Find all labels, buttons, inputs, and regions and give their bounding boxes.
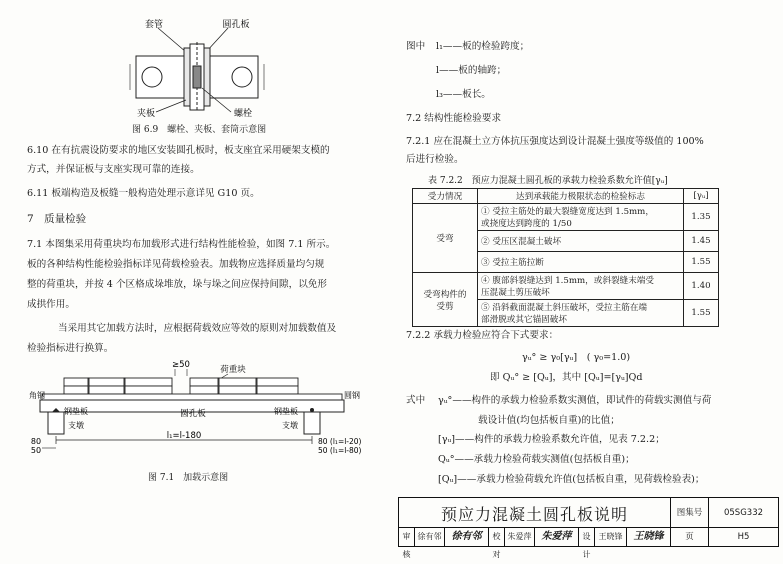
section-7-heading: 7 质量检验 — [27, 213, 87, 225]
label-left-bearing: 支墩 — [68, 421, 84, 430]
fig-where-label: 图中 — [406, 41, 426, 52]
def-l: l——板的轴跨； — [436, 65, 507, 76]
review-label: 审核 — [399, 528, 415, 546]
def-l3: l₃——板长。 — [436, 89, 491, 100]
section-7-2-heading: 7.2 结构性能检验要求 — [406, 113, 502, 124]
paragraph-7-1b-line2: 检验指标进行换算。 — [27, 343, 114, 354]
label-right-dim-a: 80 (l₁=l-20) — [318, 437, 362, 446]
checker-name: 朱爱萍 — [505, 528, 535, 546]
where-label: 式中 — [406, 395, 426, 406]
paragraph-7-1-line3: 整的荷重块，并按 4 个区格成垛堆放，垛与垛之间应保持间隙，以免形 — [27, 279, 328, 290]
check-label: 校对 — [489, 528, 505, 546]
table-cell-mark: ⑤ 沿斜截面混凝土斜压破坏，受拉主筋在端 部滑脱或其它锚固破坏 — [478, 300, 684, 327]
figure-7-1-caption: 图 7.1 加载示意图 — [148, 473, 229, 483]
table-header-mark: 达到承载能力极限状态的检验标志 — [478, 189, 684, 204]
reviewer-name: 徐有邻 — [415, 528, 445, 546]
figure-6-9-diagram — [128, 8, 268, 120]
def-l1: l₁——板的检验跨度； — [436, 41, 530, 52]
table-row — [413, 204, 719, 231]
paragraph-7-1-line2: 板的各种结构性能检验指标详见荷载检验表。加载物应选择质量均匀规 — [27, 259, 325, 270]
page-number: H5 — [737, 532, 750, 542]
checker-signature: 朱爱萍 — [535, 528, 579, 546]
paragraph-7-1b-line1: 当采用其它加载方法时，应根据荷载效应等效的原则对加载数值及 — [58, 323, 337, 334]
label-gap: ≥50 — [172, 360, 190, 370]
table-cell-mark: ③ 受拉主筋拉断 — [478, 252, 684, 273]
case-shear: 受弯构件的 受剪 — [413, 273, 478, 327]
table-header-value: [γᵤ] — [684, 189, 719, 204]
table-cell-mark: ④ 腹部斜裂缝达到 1.5mm，或斜裂缝末端受 压混凝土剪压破坏 — [478, 273, 684, 300]
label-left-pad: 钢垫板 — [64, 407, 88, 416]
label-dim-80: 80 — [30, 437, 42, 446]
atlas-number: 05SG332 — [709, 498, 778, 528]
table-cell-value: 1.55 — [684, 252, 719, 273]
page-label: 页 — [671, 528, 709, 546]
label-load-block: 荷重块 — [220, 365, 246, 375]
bearing-capacity-table — [412, 188, 719, 327]
label-round-steel: 圆钢 — [344, 391, 360, 400]
label-dim-50: 50 — [30, 446, 42, 455]
table-caption: 表 7.2.2 预应力混凝土圆孔板的承载力检验系数允许值[γᵤ] — [428, 176, 668, 186]
label-bolt: 螺栓 — [233, 109, 253, 119]
table-header-case: 受力情况 — [413, 189, 478, 204]
table-row — [413, 273, 719, 300]
def-gamma-u-line1: γᵤ°——构件的承载力检验系数实测值，即试件的荷载实测值与荷 — [438, 395, 712, 406]
paragraph-6-10-line1: 6.10 在有抗震设防要求的地区安装圆孔板时，板支座宜采用硬架支模的 — [27, 145, 330, 156]
paragraph-7-1-line1: 7.1 本图集采用荷重块均布加载形式进行结构性能检验，如图 7.1 所示。 — [27, 239, 336, 250]
def-qu-allowed: [Qᵤ]——承载力检验荷载允许值(包括板自重，见荷载检验表)； — [438, 474, 705, 485]
label-angle-steel: 角钢 — [29, 391, 45, 400]
label-sleeve: 套管 — [144, 20, 164, 30]
case-bending: 受弯 — [413, 204, 478, 273]
drawing-title: 预应力混凝土圆孔板说明 — [440, 505, 628, 524]
table-cell-value: 1.40 — [684, 273, 719, 300]
figure-6-9-caption: 图 6.9 螺栓、夹板、套筒示意图 — [132, 125, 267, 135]
paragraph-6-11: 6.11 板端构造及板缝一般构造处理示意详见 G10 页。 — [27, 188, 260, 199]
formula-2: 即 Qᵤ° ≥ [Qᵤ]，其中 [Qᵤ]=[γᵤ]Qd — [490, 372, 643, 383]
paragraph-7-2-1-line2: 后进行检验。 — [406, 154, 464, 165]
reviewer-signature: 徐有邻 — [445, 528, 489, 546]
label-span: l₁=l-180 — [166, 431, 202, 441]
paragraph-6-10-line2: 方式，并保证板与支座实现可靠的连接。 — [27, 164, 200, 175]
def-gamma-u-allowed: [γᵤ]——构件的承载力检验系数允许值，见表 7.2.2； — [438, 434, 665, 445]
label-right-dim-b: 50 (l₁=l-80) — [318, 446, 362, 455]
design-label: 设计 — [579, 528, 595, 546]
formula-1: γᵤ° ≥ γ₀[γᵤ] ( γ₀=1.0) — [522, 352, 631, 363]
table-cell-value: 1.45 — [684, 231, 719, 252]
def-qu-measured: Qᵤ°——承载力检验荷载实测值(包括板自重)； — [438, 454, 635, 465]
title-block — [398, 497, 779, 559]
label-clip: 夹板 — [136, 109, 156, 119]
paragraph-7-1-line4: 成拱作用。 — [27, 299, 75, 310]
figure-7-1-diagram — [28, 358, 368, 458]
label-right-pad: 钢垫板 — [274, 407, 298, 416]
table-cell-value: 1.55 — [684, 300, 719, 327]
table-cell-mark: ② 受压区混凝土破坏 — [478, 231, 684, 252]
table-cell-value: 1.35 — [684, 204, 719, 231]
paragraph-7-2-2: 7.2.2 承载力检验应符合下式要求： — [406, 330, 559, 341]
label-slab: 圆孔板 — [222, 20, 250, 30]
def-gamma-u-line2: 载设计值(均包括板自重)的比值； — [478, 415, 620, 426]
paragraph-7-2-1-line1: 7.2.1 应在混凝土立方体抗压强度达到设计混凝土强度等级值的 100% — [406, 136, 704, 147]
label-slab-7-1: 圆孔板 — [180, 409, 206, 419]
label-right-bearing: 支墩 — [282, 421, 298, 430]
atlas-label: 图集号 — [671, 498, 709, 528]
designer-name: 王晓锋 — [595, 528, 627, 546]
designer-signature: 王晓锋 — [627, 528, 671, 546]
table-cell-mark: ① 受拉主筋处的最大裂缝宽度达到 1.5mm， 或挠度达到跨度的 1/50 — [478, 204, 684, 231]
